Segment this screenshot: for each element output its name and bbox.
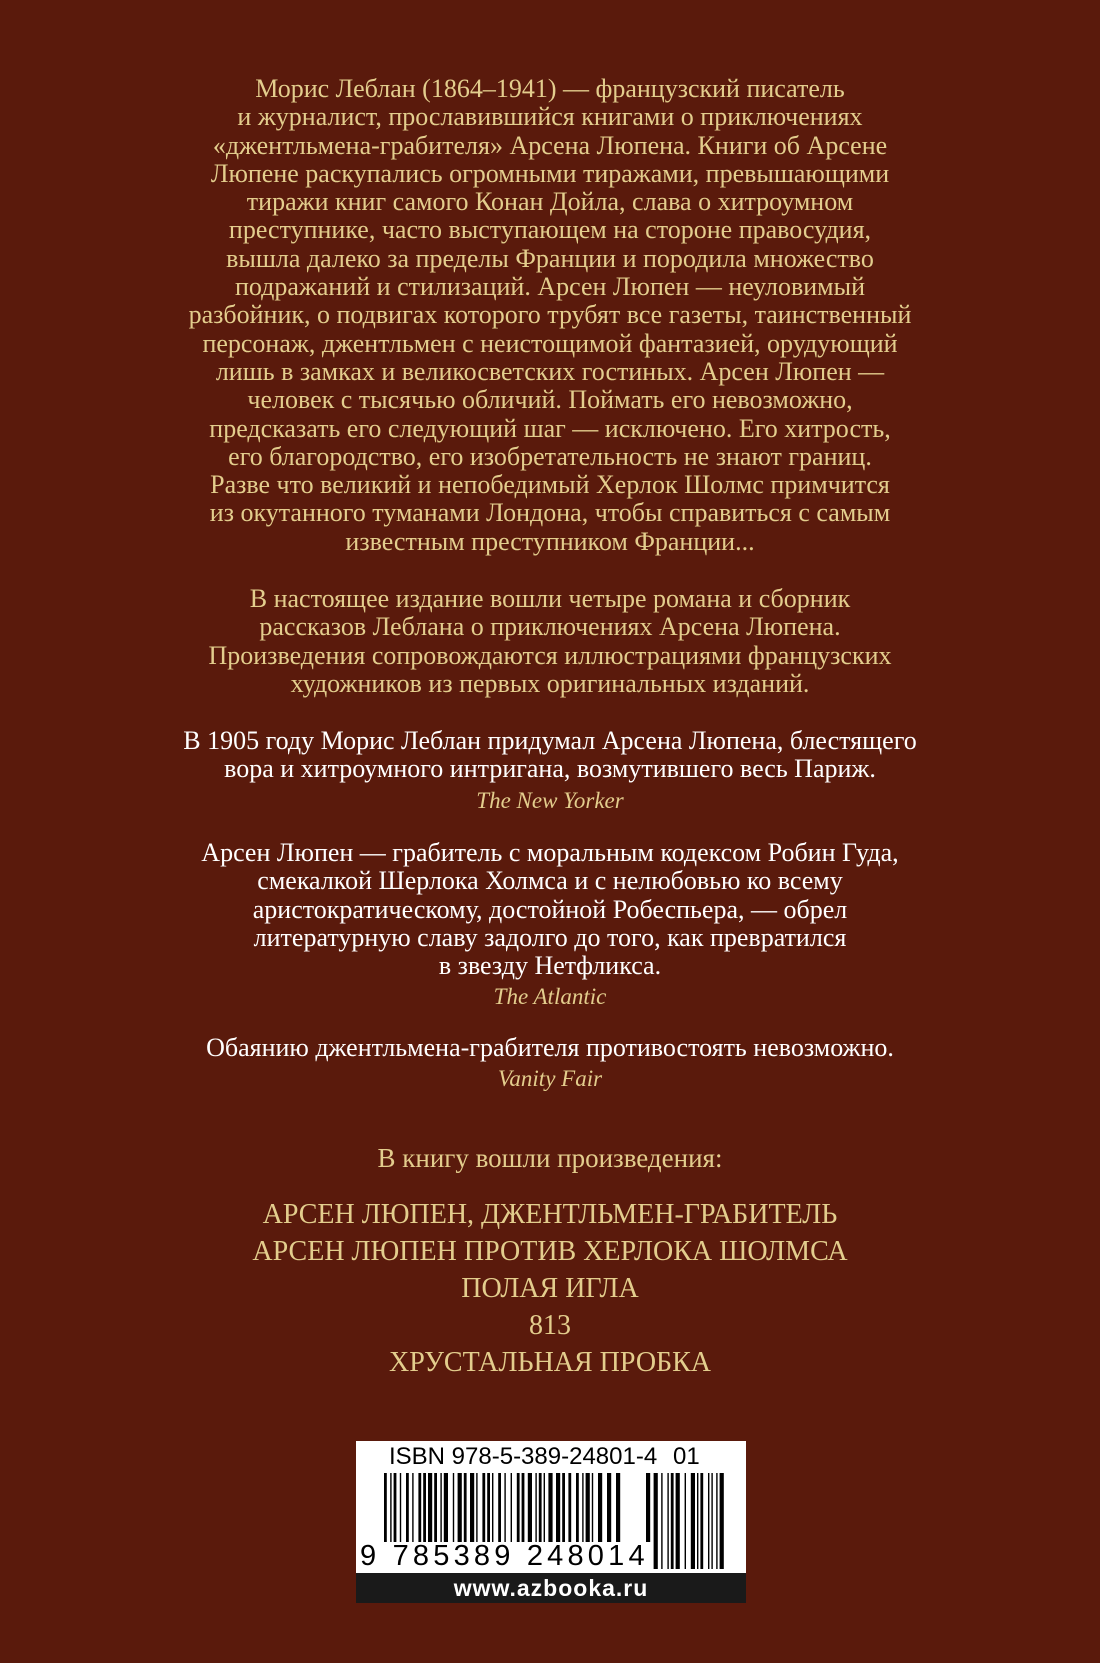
- barcode-bar: [685, 1473, 686, 1569]
- text-line: лишь в замках и великосветских гостиных. Арсен Люпен —: [215, 356, 885, 386]
- contents-item: 813: [529, 1310, 571, 1341]
- description-paragraph-2: [110, 585, 990, 698]
- quote-line: смекалкой Шерлока Холмса и с нелюбовью ко всему: [257, 866, 843, 896]
- press-quote-atlantic: [100, 839, 1000, 1012]
- press-quote-new-yorker: [100, 727, 1000, 816]
- barcode-bar: [667, 1473, 668, 1569]
- text-line: Разве что великий и непобедимый Херлок Шолмс примчится: [210, 470, 890, 500]
- barcode-bar: [691, 1473, 695, 1569]
- barcode-bar: [697, 1473, 698, 1569]
- text-line: рассказов Леблана о приключениях Арсена Люпена.: [259, 612, 841, 642]
- barcode-bar: [708, 1473, 709, 1569]
- text-line: преступнике, часто выступающем на стороне правосудия,: [228, 215, 872, 245]
- text-line: и журналист, прославившийся книгами о приключениях: [237, 102, 863, 132]
- contents-item: АРСЕН ЛЮПЕН ПРОТИВ ХЕРЛОКА ШОЛМСА: [252, 1236, 848, 1267]
- contents-item: АРСЕН ЛЮПЕН, ДЖЕНТЛЬМЕН-ГРАБИТЕЛЬ: [262, 1199, 838, 1230]
- description-paragraph-1: [110, 75, 990, 556]
- quote-line: вора и хитроумного интригана, возмутившего весь Париж.: [224, 754, 876, 784]
- barcode-addon-code: 01: [673, 1443, 700, 1470]
- publisher-url: www.azbooka.ru: [356, 1573, 746, 1603]
- contents-title: В книгу вошли произведения:: [377, 1143, 723, 1173]
- barcode-bar: [676, 1473, 680, 1569]
- text-line: предсказать его следующий шаг — исключено. Его хитрость,: [209, 413, 891, 443]
- barcode-bar: [661, 1473, 662, 1569]
- text-line: Произведения сопровождаются иллюстрациями французских: [208, 640, 892, 670]
- text-line: Морис Леблан (1864–1941) — французский писатель: [255, 74, 845, 103]
- quote-source: The New Yorker: [476, 787, 624, 813]
- barcode-box: [356, 1441, 746, 1603]
- text-line: человек с тысячью обличий. Поймать его невозможно,: [247, 385, 853, 415]
- text-line: вышла далеко за пределы Франции и породила множество: [226, 243, 874, 273]
- contents-item: ПОЛАЯ ИГЛА: [461, 1273, 639, 1304]
- quote-line: аристократическому, достойной Робеспьера, — обрел: [252, 894, 848, 924]
- quote-line: в звезду Нетфликса.: [438, 951, 662, 981]
- text-line: «джентльмена-грабителя» Арсена Люпена. Книги об Арсене: [212, 130, 888, 160]
- quote-line: Обаянию джентльмена-грабителя противостоять невозможно.: [206, 1033, 894, 1062]
- text-line: тиражи книг самого Конан Дойла, слава о хитроумном: [246, 187, 854, 217]
- press-quote-vanity-fair: [100, 1034, 1000, 1094]
- barcode-bar: [716, 1473, 717, 1569]
- barcode-bar: [711, 1473, 712, 1569]
- barcode-bar: [720, 1473, 724, 1569]
- ean-digits: 9 785389 248014: [360, 1540, 649, 1572]
- quote-source: Vanity Fair: [497, 1066, 603, 1092]
- text-line: разбойник, о подвигах которого трубят все газеты, таинственный: [188, 300, 912, 330]
- barcode-bar: [700, 1473, 703, 1569]
- quote-line: Арсен Люпен — грабитель с моральным кодексом Робин Гуда,: [201, 838, 899, 867]
- text-line: известным преступником Франции...: [345, 526, 755, 556]
- text-line: его благородство, его изобретательность не знают границ.: [228, 441, 872, 471]
- text-line: из окутанного туманами Лондона, чтобы справиться с самым: [209, 498, 891, 528]
- text-line: художников из первых оригинальных изданий.: [290, 668, 810, 698]
- barcode-bar: [671, 1473, 674, 1569]
- quote-line: В 1905 году Морис Леблан придумал Арсена Люпена, блестящего: [183, 726, 917, 755]
- isbn-label: ISBN 978-5-389-24801-4: [389, 1443, 658, 1470]
- text-line: персонаж, джентльмен с неистощимой фантазией, орудующий: [202, 328, 898, 358]
- quote-source: The Atlantic: [493, 984, 607, 1010]
- text-line: В настоящее издание вошли четыре романа и сборник: [249, 584, 851, 613]
- text-line: подражаний и стилизаций. Арсен Люпен — неуловимый: [234, 272, 866, 302]
- contents-list: [100, 1196, 1000, 1381]
- contents-item: ХРУСТАЛЬНАЯ ПРОБКА: [388, 1347, 712, 1378]
- quote-line: литературную славу задолго до того, как превратился: [253, 922, 847, 952]
- barcode-bar: [654, 1473, 658, 1569]
- text-line: Люпене раскупались огромными тиражами, превышающими: [210, 158, 890, 188]
